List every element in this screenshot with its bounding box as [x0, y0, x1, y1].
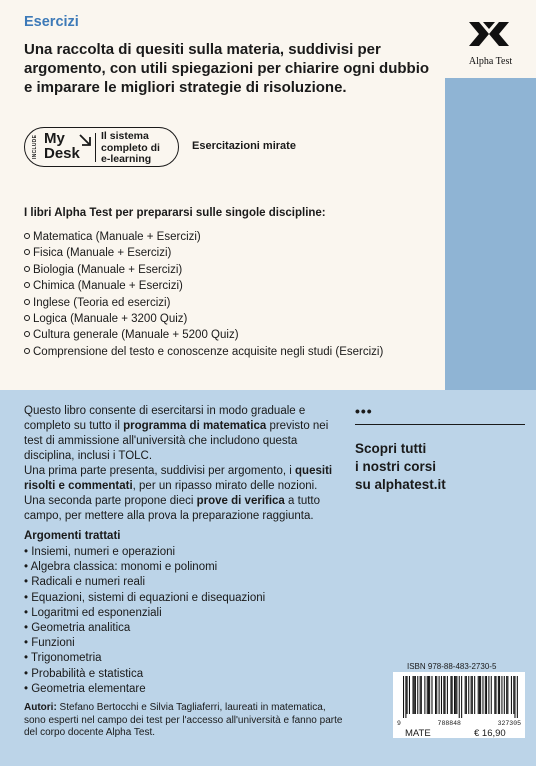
barcode-bar	[472, 676, 473, 714]
list-item: • Insiemi, numeri e operazioni	[24, 546, 176, 558]
topics-title: Argomenti trattati	[24, 530, 121, 542]
list-item: Fisica (Manuale + Esercizi)	[24, 245, 383, 261]
barcode-bar	[415, 676, 416, 714]
circle-bullet-icon	[24, 266, 30, 272]
barcode-bar	[431, 676, 432, 714]
dots-icon: •••	[355, 403, 373, 419]
mydesk-label: Esercitazioni mirate	[192, 140, 296, 152]
barcode-digits-left: 788848	[437, 720, 461, 727]
list-item: Matematica (Manuale + Esercizi)	[24, 229, 383, 245]
list-item: • Geometria analitica	[24, 622, 131, 635]
mydesk-badge	[24, 127, 179, 167]
barcode-bar	[513, 676, 514, 714]
barcode-bar	[443, 676, 444, 714]
mydesk-brand-line1: My	[44, 130, 65, 147]
barcode-bar	[412, 676, 413, 714]
mydesk-divider	[95, 133, 96, 162]
barcode-bar	[444, 676, 445, 714]
books-title: I libri Alpha Test per prepararsi sulle singole discipline:	[24, 207, 326, 219]
description-paragraph-2: Una prima parte presenta, suddivisi per argomento, i quesiti risolti e commentati, per un ripasso mirato delle nozioni.	[24, 465, 333, 492]
book-description	[24, 404, 339, 524]
isbn-label: ISBN 978-88-483-2730-5	[407, 662, 497, 671]
list-item: Biologia (Manuale + Esercizi)	[24, 262, 383, 278]
barcode-bar	[465, 676, 466, 714]
list-item: Logica (Manuale + 3200 Quiz)	[24, 311, 383, 327]
mydesk-brand	[44, 131, 80, 161]
page-title: Esercizi	[24, 14, 79, 30]
mydesk-desc-line1: Il sistema	[101, 130, 149, 142]
circle-bullet-icon	[24, 315, 30, 321]
circle-bullet-icon	[24, 233, 30, 239]
barcode-bar	[407, 676, 408, 714]
barcode-bar	[495, 676, 496, 714]
barcode-bar	[514, 676, 515, 718]
barcode-bar	[447, 676, 448, 714]
arrow-down-right-icon	[78, 133, 92, 147]
list-item: • Funzioni	[24, 637, 75, 650]
description-paragraph-3: Una seconda parte propone dieci prove di verifica a tutto campo, per mettere alla prova la preparazione raggiunta.	[24, 495, 321, 522]
books-list	[24, 229, 383, 360]
barcode-bar	[504, 676, 505, 714]
intro-text: Una raccolta di quesiti sulla materia, suddivisi per argomento, con utili spiegazioni per chiarire ogni dubbio e imparare le migliori strategie di risoluzione.	[24, 41, 430, 96]
barcode-bar	[491, 676, 492, 714]
barcode-bar	[488, 676, 489, 714]
promo-line-2: i nostri corsi	[355, 459, 437, 474]
mydesk-description	[101, 131, 160, 166]
barcode-bar	[474, 676, 475, 714]
list-item: Cultura generale (Manuale + 5200 Quiz)	[24, 327, 383, 343]
barcode-bar	[414, 676, 415, 714]
list-item: Comprensione del testo e conoscenze acquisite negli studi (Esercizi)	[24, 344, 383, 360]
barcode-bar	[482, 676, 483, 714]
barcode-icon	[403, 676, 518, 718]
barcode-bar	[424, 676, 425, 714]
barcode-bar	[403, 676, 404, 718]
promo-line-1: Scopri tutti	[355, 441, 427, 456]
list-item: • Probabilità e statistica	[24, 667, 144, 680]
barcode-bar	[511, 676, 512, 714]
barcode-bar	[479, 676, 480, 714]
topics-list	[24, 545, 265, 697]
barcode-bar	[439, 676, 440, 714]
barcode-digits-right: 327305	[497, 720, 521, 727]
barcode-digits	[397, 720, 521, 727]
circle-bullet-icon	[24, 282, 30, 288]
promo-divider	[355, 424, 525, 425]
mydesk-brand-line2: Desk	[44, 145, 80, 162]
barcode-bar	[409, 676, 410, 714]
mydesk-include-label: INCLUDE	[32, 134, 38, 160]
barcode-bar	[471, 676, 472, 714]
barcode-bar	[452, 676, 453, 714]
list-item: • Radicali e numeri reali	[24, 576, 146, 589]
barcode-bar	[486, 676, 487, 714]
barcode-bar	[456, 676, 457, 714]
barcode-bar	[480, 676, 481, 714]
list-item: • Equazioni, sistemi di equazioni e disequazioni	[24, 591, 266, 604]
subject-code: MATE	[405, 728, 431, 739]
barcode-bar	[455, 676, 456, 714]
circle-bullet-icon	[24, 348, 30, 354]
barcode-bar	[450, 676, 451, 714]
barcode-bar	[466, 676, 467, 714]
barcode-bar	[454, 676, 455, 714]
promo-text	[355, 440, 446, 494]
mydesk-desc-line3: e-learning	[101, 153, 152, 165]
list-item: • Trigonometria	[24, 652, 102, 665]
barcode-bar	[459, 676, 460, 718]
alpha-test-logo-icon	[467, 16, 511, 52]
barcode-bar	[441, 676, 442, 714]
barcode-bar	[461, 676, 462, 718]
barcode-bar	[405, 676, 406, 718]
list-item: • Geometria elementare	[24, 682, 146, 695]
barcode-bar	[435, 676, 436, 714]
circle-bullet-icon	[24, 299, 30, 305]
barcode-bar	[517, 676, 518, 718]
circle-bullet-icon	[24, 331, 30, 337]
barcode-bar	[506, 676, 507, 714]
barcode-bar	[468, 676, 469, 714]
logo-text: Alpha Test	[468, 56, 513, 67]
barcode-bar	[507, 676, 508, 714]
barcode-bar	[494, 676, 495, 714]
barcode-bar	[501, 676, 502, 714]
circle-bullet-icon	[24, 249, 30, 255]
barcode-digit-first: 9	[397, 720, 401, 727]
price: € 16,90	[474, 728, 506, 739]
list-item: • Algebra classica: monomi e polinomi	[24, 561, 218, 574]
barcode-bar	[427, 676, 428, 714]
list-item: Chimica (Manuale + Esercizi)	[24, 278, 383, 294]
barcode-bar	[499, 676, 500, 714]
barcode-bar	[478, 676, 479, 714]
authors-note: Autori: Stefano Bertocchi e Silvia Tagliaferri, laureati in matematica, sono esperti nel campo dei test per l'accesso all'università e fanno parte del corpo docente Alpha Test.	[24, 702, 343, 738]
list-item: Inglese (Teoria ed esercizi)	[24, 295, 383, 311]
mydesk-desc-line2: completo di	[101, 141, 160, 154]
barcode-bar	[417, 676, 418, 714]
barcode-bar	[420, 676, 421, 714]
barcode-bar	[498, 676, 499, 714]
barcode-bar	[428, 676, 429, 714]
barcode-bar	[429, 676, 430, 714]
promo-line-3: su alphatest.it	[355, 477, 446, 492]
description-paragraph-1: Questo libro consente di esercitarsi in modo graduale e completo su tutto il programma di matematica previsto nei test di ammissione all'università che includono questa disciplina, inclusi i TOLC.	[24, 405, 329, 462]
barcode-bar	[436, 676, 437, 714]
brand-logo	[445, 0, 536, 78]
barcode-bar	[421, 676, 422, 714]
barcode-bar	[485, 676, 486, 714]
list-item: • Logaritmi ed esponenziali	[24, 606, 162, 619]
